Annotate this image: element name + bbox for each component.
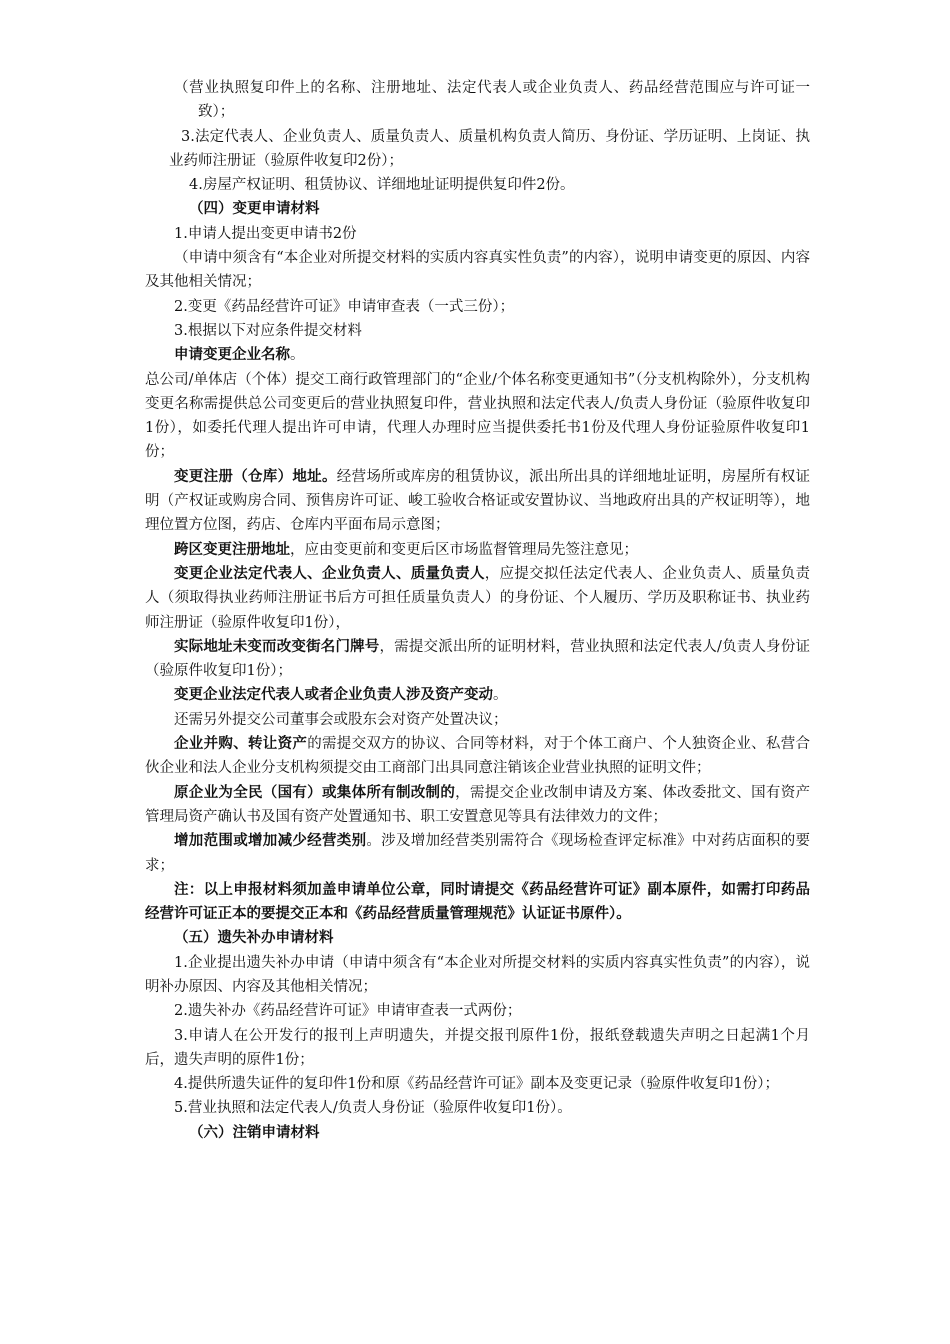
paragraph-license-consistency: （营业执照复印件上的名称、注册地址、法定代表人或企业负责人、药品经营范围应与许可证一致）； bbox=[174, 80, 810, 121]
paragraph-text: ，应由变更前和变更后区市场监督管理局先签注意见； bbox=[290, 541, 638, 558]
paragraph-text: ，应提交拟任法定代表人、企业负责人、质量负责人（须取得执业药师注册证书后方可担任质量负责人）的身份证、个人履历、学历及职称证书、执业药师注册证（验原件收复印1份）， bbox=[145, 565, 810, 631]
bold-label: 增加范围或增加减少经营类别 bbox=[174, 832, 367, 850]
paragraph-text: ，需提交企业改制申请及方案、体改委批文、国有资产管理局资产确认书及国有资产处置通知书、职工安置意见等具有法律效力的文件； bbox=[145, 784, 810, 825]
paragraph-restructure bbox=[145, 781, 810, 830]
paragraph-note: 注：以上申报材料须加盖申请单位公章，同时请提交《药品经营许可证》副本原件，如需打印药品经营许可证正本的要提交正本和《药品经营质量管理规范》认证证书原件）。 bbox=[145, 880, 810, 923]
bold-label: 申请变更企业名称 bbox=[174, 346, 290, 364]
paragraph-text: 。 bbox=[290, 347, 305, 364]
paragraph-scope-change bbox=[145, 829, 810, 878]
bold-label: 实际地址未变而改变街名门牌号 bbox=[174, 637, 380, 655]
paragraph-change-address bbox=[145, 465, 810, 538]
section-heading-cancel: （六）注销申请材料 bbox=[189, 1123, 320, 1141]
paragraph-loss-5: 5.营业执照和法定代表人/负责人身份证（验原件收复印1份）。 bbox=[174, 1100, 572, 1117]
paragraph-change-1: 1.申请人提出变更申请书2份 bbox=[174, 225, 357, 242]
paragraph-change-name bbox=[145, 343, 810, 367]
paragraph-merger bbox=[145, 732, 810, 781]
paragraph-street-number bbox=[145, 635, 810, 684]
paragraph-item-3: 3.法定代表人、企业负责人、质量负责人、质量机构负责人简历、身份证、学历证明、上岗证、执业药师注册证（验原件收复印2份）； bbox=[169, 128, 810, 169]
bold-label: 原企业为全民（国有）或集体所有制改制的 bbox=[174, 783, 456, 801]
paragraph-loss-3: 3.申请人在公开发行的报刊上声明遗失，并提交报刊原件1份，报纸登载遗失声明之日起满1个月后，遗失声明的原件1份； bbox=[145, 1027, 810, 1068]
document-page bbox=[145, 76, 810, 1145]
paragraph-board-resolution: 还需另外提交公司董事会或股东会对资产处置决议； bbox=[174, 711, 508, 728]
paragraph-change-2: 2.变更《药品经营许可证》申请审查表（一式三份）； bbox=[174, 298, 515, 315]
bold-label: 变更企业法定代表人或者企业负责人涉及资产变动 bbox=[174, 686, 493, 704]
paragraph-loss-1: 1.企业提出遗失补办申请（申请中须含有“本企业对所提交材料的实质内容真实性负责”的内容），说明补办原因、内容及其他相关情况； bbox=[145, 954, 810, 995]
paragraph-change-3: 3.根据以下对应条件提交材料 bbox=[174, 322, 362, 339]
paragraph-text: 的需提交双方的协议、合同等材料，对于个体工商户、个人独资企业、私营合伙企业和法人企业分支机构须提交由工商部门出具同意注销该企业营业执照的证明文件； bbox=[145, 736, 811, 777]
bold-label: 跨区变更注册地址 bbox=[174, 540, 290, 558]
paragraph-text: ，需提交派出所的证明材料，营业执照和法定代表人/负责人身份证（验原件收复印1份）； bbox=[145, 638, 810, 680]
paragraph-change-name-detail: 总公司/单体店（个体）提交工商行政管理部门的“企业/个体名称变更通知书”（分支机构除外），分支机构变更名称需提供总公司变更后的营业执照复印件，营业执照和法定代表人/负责人身份证（验原件收复印1份），如委托代理人提出许可申请，代理人办理时应当提供委托书1份及代理人身份证验原件收复印1份； bbox=[145, 371, 810, 461]
bold-label: 变更注册（仓库）地址。 bbox=[174, 467, 337, 485]
paragraph-asset-change bbox=[145, 683, 810, 707]
paragraph-loss-2: 2.遗失补办《药品经营许可证》申请审查表一式两份； bbox=[174, 1003, 522, 1020]
paragraph-text: 。 bbox=[493, 687, 508, 704]
paragraph-text: 经营场所或库房的租赁协议，派出所出具的详细地址证明，房屋所有权证明（产权证或购房合同、预售房许可证、峻工验收合格证或安置协议、当地政府出具的产权证明等），地理位置方位图，药店、仓库内平面布局示意图； bbox=[145, 468, 811, 534]
bold-label: 变更企业法定代表人、企业负责人、质量负责人 bbox=[174, 564, 485, 582]
section-heading-loss: （五）遗失补办申请材料 bbox=[174, 929, 334, 947]
paragraph-change-1-detail: （申请中须含有“本企业对所提交材料的实质内容真实性负责”的内容），说明申请变更的原因、内容及其他相关情况； bbox=[145, 250, 810, 291]
bold-label: 企业并购、转让资产 bbox=[174, 735, 308, 753]
paragraph-cross-district bbox=[145, 538, 810, 562]
paragraph-text: 。涉及增加经营类别需符合《现场检查评定标准》中对药店面积的要求； bbox=[145, 833, 811, 874]
paragraph-loss-4: 4.提供所遗失证件的复印件1份和原《药品经营许可证》副本及变更记录（验原件收复印1份）； bbox=[174, 1076, 780, 1093]
paragraph-item-4: 4.房屋产权证明、租赁协议、详细地址证明提供复印件2份。 bbox=[189, 177, 575, 194]
paragraph-change-persons bbox=[145, 562, 810, 635]
section-heading-change: （四）变更申请材料 bbox=[189, 200, 320, 218]
